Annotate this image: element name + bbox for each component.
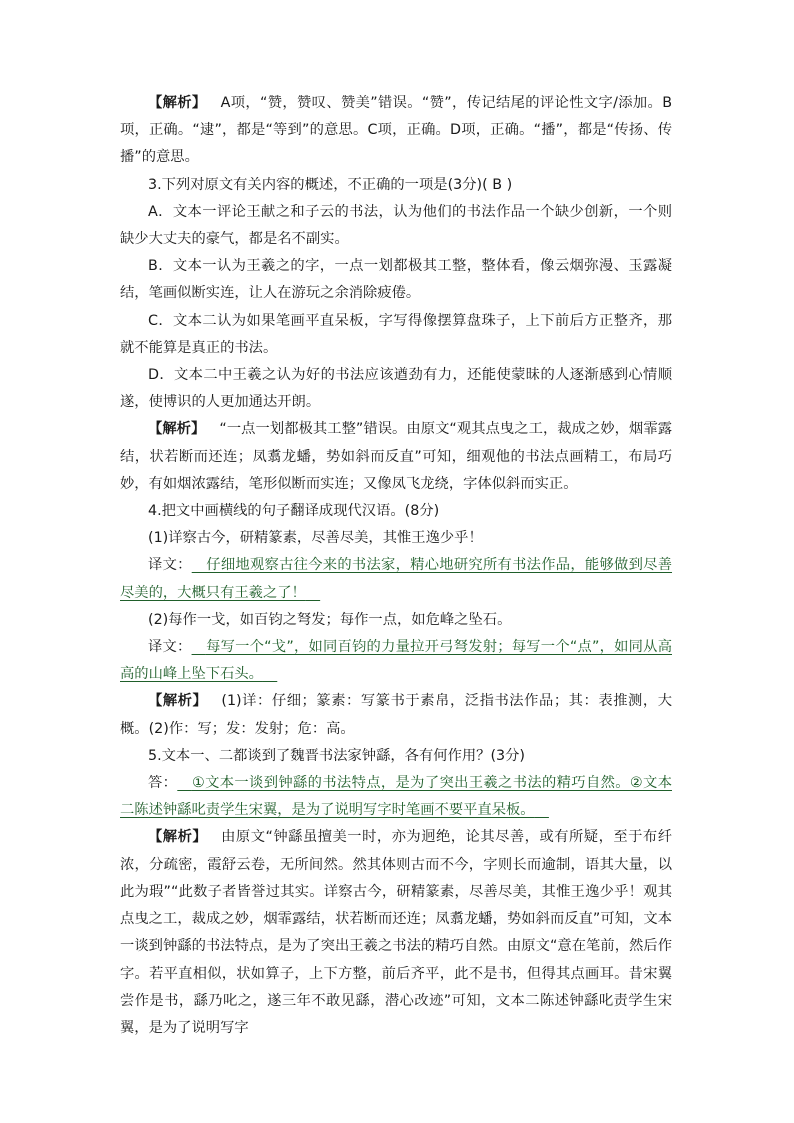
answer-5: [120, 770, 672, 824]
option-b: B．文本一认为王羲之的字，一点一划都极其工整，整体看，像云烟弥漫、玉露凝结，笔画似断实连，让人在游玩之余消除疲倦。: [120, 258, 672, 302]
analysis-text: A项，“赞，赞叹、赞美”错误。“赞”，传记结尾的评论性文字/添加。B项，正确。“逮”，都是“等到”的意思。C项，正确。D项，正确。“播”，都是“传扬、传播”的意思。: [120, 95, 673, 166]
analysis-paragraph: [120, 824, 672, 1042]
translation-answer: 每写一个“戈”，如同百钧的力量拉开弓弩发射；每写一个“点”，如同从高高的山峰上坠下石头。: [120, 639, 672, 683]
answer-label: 答：: [148, 775, 178, 792]
translation-label: 译文：: [148, 639, 192, 656]
analysis-tag: 【解析】: [148, 95, 207, 111]
question-5: 5.文本一、二都谈到了魏晋书法家钟繇，各有何作用？(3分): [148, 747, 526, 764]
analysis-text: “一点一划都极其工整”错误。由原文“观其点曳之工，裁成之妙，烟霏露结，状若断而还连；凤翥龙蟠，势如斜而反直”可知，细观他的书法点画精工，布局巧妙，有如烟浓露结，笔形似断而实连；又像凤飞龙绕，字体似斜而实正。: [120, 421, 672, 492]
analysis-text: 由原文“钟繇虽擅美一时，亦为迥绝，论其尽善，或有所疑，至于布纤浓，分疏密，霞舒云卷，无所间然。然其体则古而不今，字则长而逾制，语其大量，以此为瑕”“此数子者皆誉过其实。详察古今，研精篆素，尽善尽美，其惟王逸少乎！观其点曳之工，裁成之妙，烟霏露结，状若断而还连；凤翥龙蟠，势如斜而反直”可知，文本一谈到钟繇的书法特点，是为了突出王羲之书法的精巧自然。由原文“意在笔前，然后作字。若平直相似，状如算子，上下方整，前后齐平，此不是书，但得其点画耳。昔宋翼尝作是书，繇乃叱之，遂三年不敢见繇，潜心改迹”可知，文本二陈述钟繇叱责学生宋翼，是为了说明写字: [120, 829, 673, 1036]
question-3: 3.下列对原文有关内容的概述，不正确的一项是(3分)( B ): [148, 176, 513, 193]
option-c: C．文本二认为如果笔画平直呆板，字写得像摆算盘珠子，上下前后方正整齐，那就不能算是真正的书法。: [120, 312, 672, 356]
option-a: A．文本一评论王献之和子云的书法，认为他们的书法作品一个缺少创新，一个则缺少大丈夫的豪气，都是名不副实。: [120, 203, 672, 248]
answer-text: ①文本一谈到钟繇的书法特点，是为了突出王羲之书法的精巧自然。②文本二陈述钟繇叱责学生宋翼，是为了说明写字时笔画不要平直呆板。: [120, 775, 672, 819]
translation-answer: 仔细地观察古往今来的书法家，精心地研究所有书法作品，能够做到尽善尽美的，大概只有王羲之了！: [120, 557, 673, 601]
analysis-paragraph: [120, 688, 672, 742]
sub-question-1: (1)详察古今，研精篆素，尽善尽美，其惟王逸少乎！: [148, 530, 483, 547]
option-d: D．文本二中王羲之认为好的书法应该遒劲有力，还能使蒙昧的人逐渐感到心情顺遂，使博识的人更加通达开朗。: [120, 367, 672, 411]
sub-question-2: (2)每作一戈，如百钧之弩发；每作一点，如危峰之坠石。: [148, 611, 512, 628]
analysis-tag: 【解析】: [148, 693, 208, 710]
translation-1: [120, 552, 672, 606]
analysis-paragraph: [120, 90, 672, 172]
question-4: 4.把文中画横线的句子翻译成现代汉语。(8分): [148, 503, 440, 520]
analysis-text: (1)详：仔细；篆素：写篆书于素帛，泛指书法作品；其：表推测，大概。(2)作：写；发：发射；危：高。: [120, 693, 673, 737]
analysis-tag: 【解析】: [148, 829, 208, 846]
analysis-paragraph: [120, 416, 672, 498]
translation-label: 译文：: [148, 557, 192, 574]
analysis-tag: 【解析】: [148, 421, 206, 438]
translation-2: [120, 634, 672, 688]
